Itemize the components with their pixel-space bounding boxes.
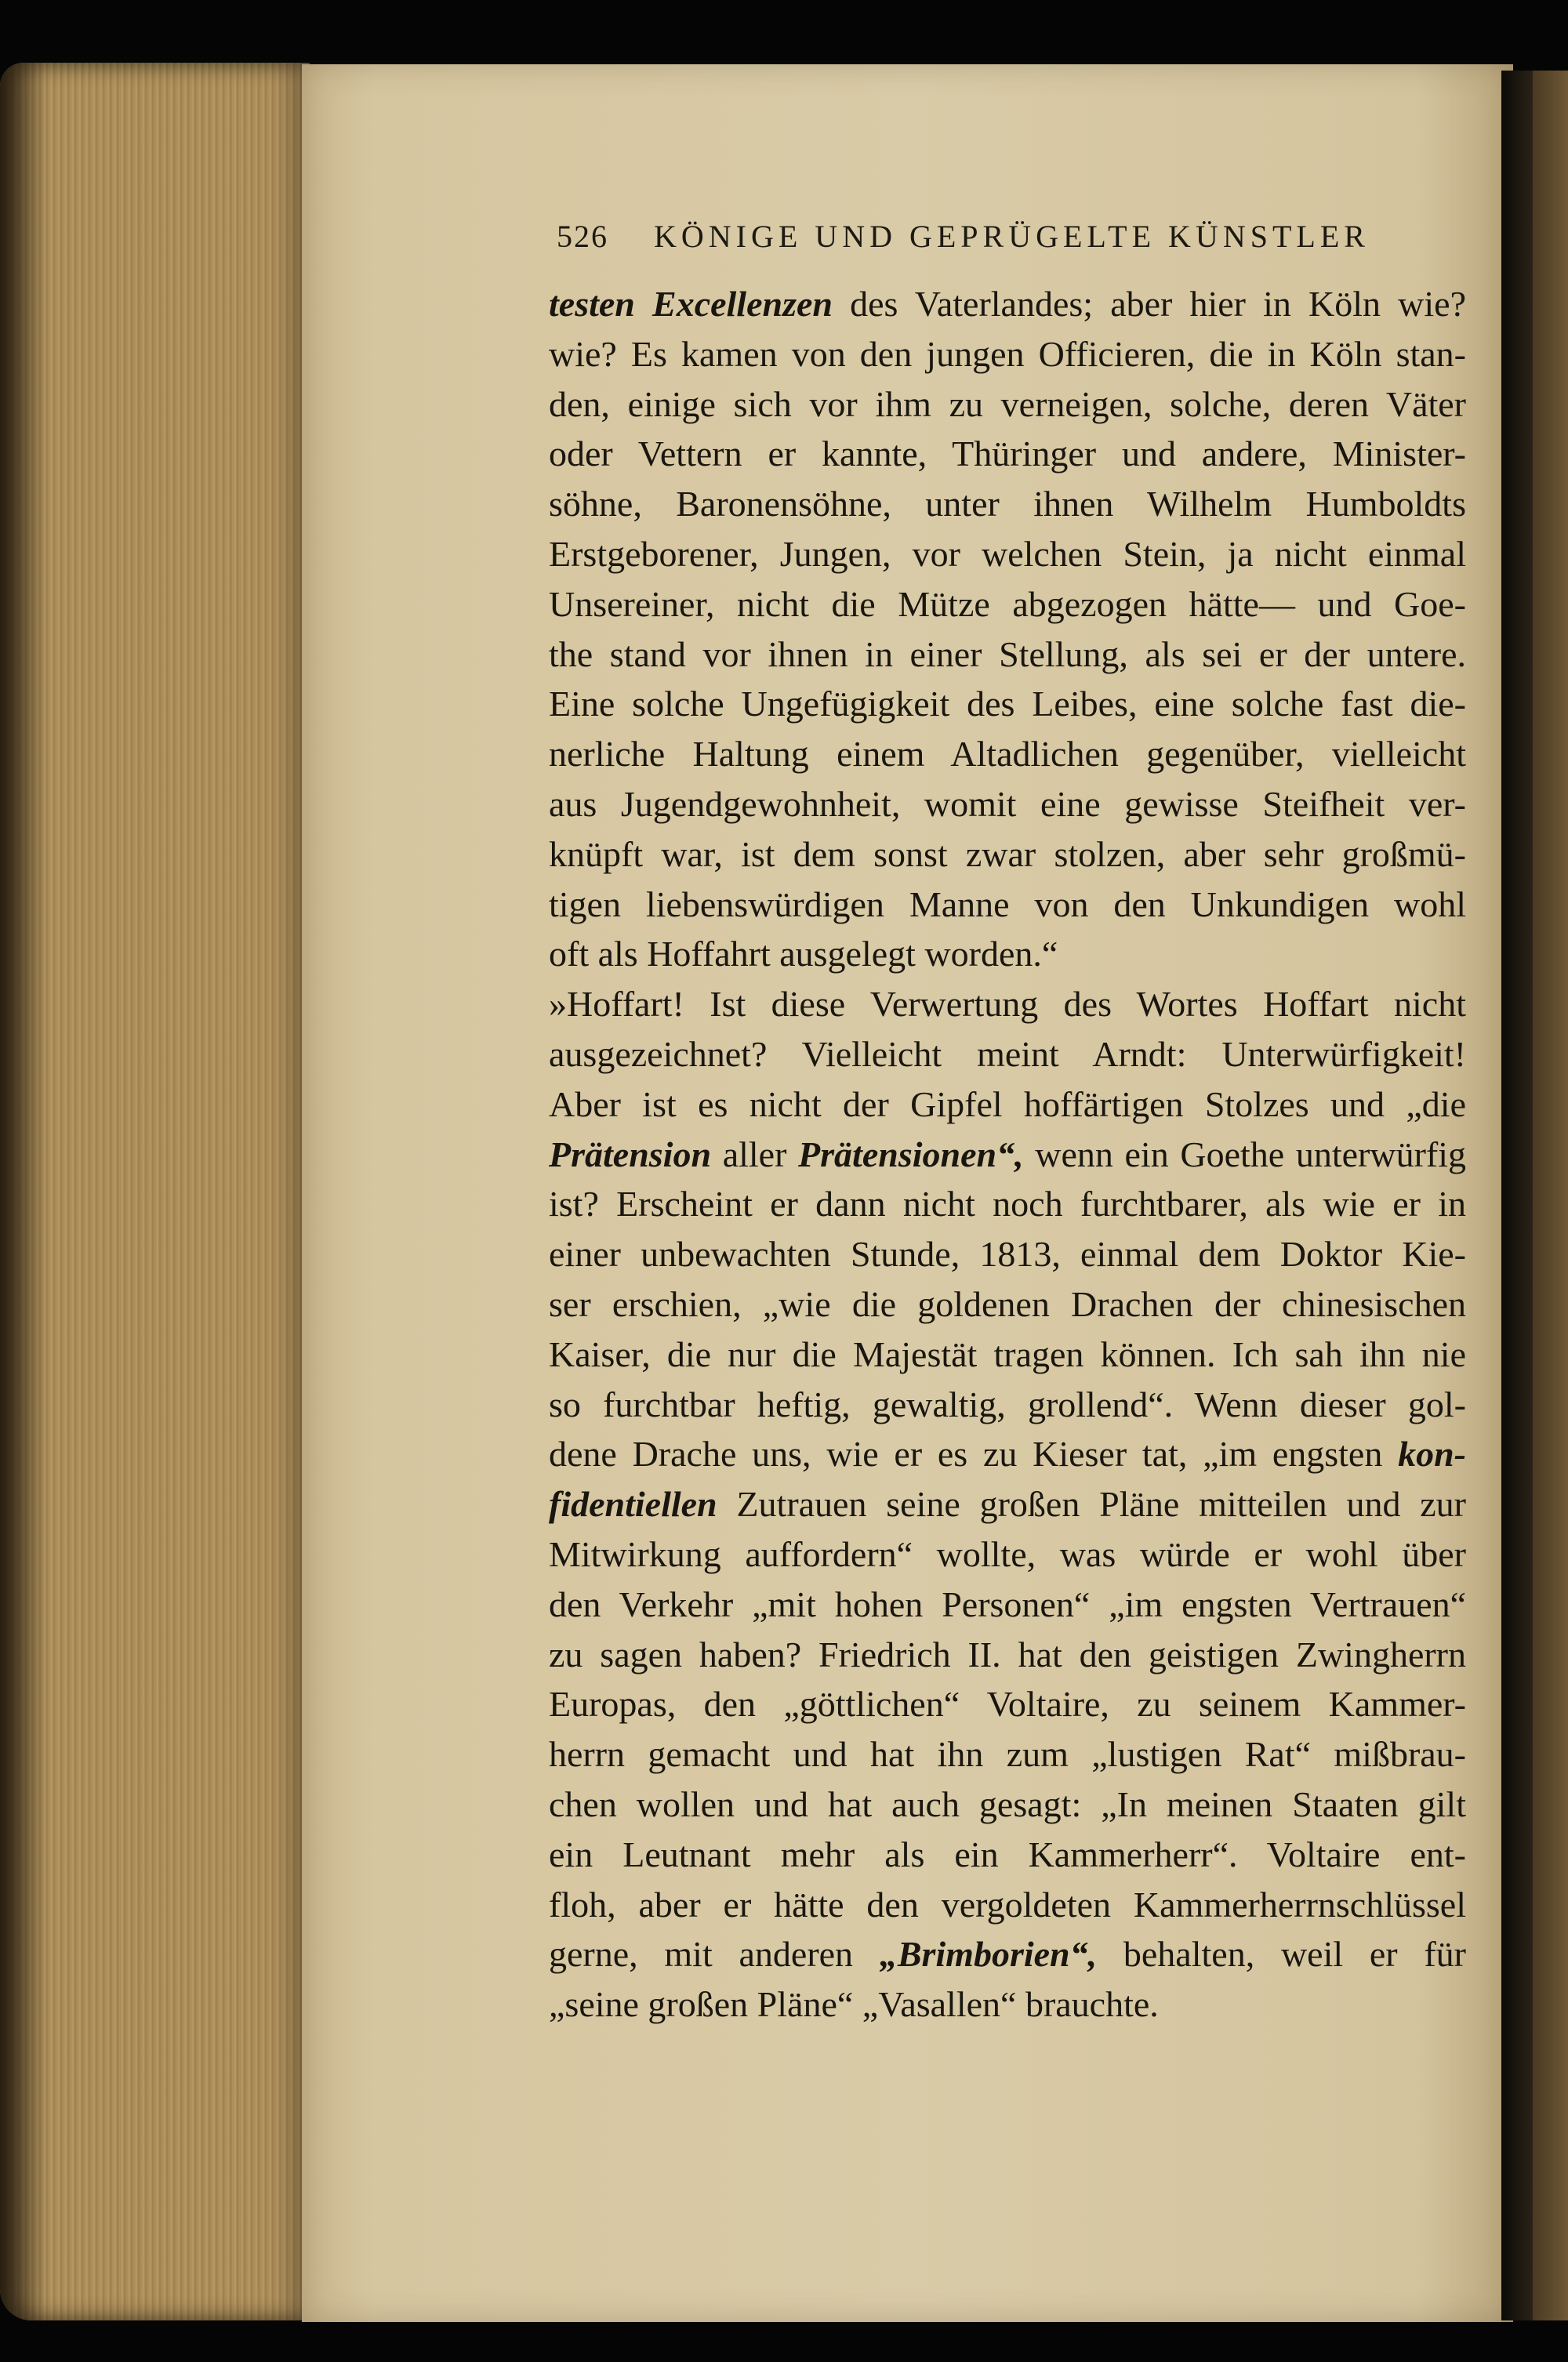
text-line xyxy=(549,1279,1466,1330)
text-line xyxy=(549,1529,1466,1580)
text-span: wenn ein Goethe unterwürfig xyxy=(1023,1134,1466,1174)
text-line xyxy=(549,1429,1466,1479)
text-line xyxy=(549,479,1466,529)
text-line xyxy=(549,379,1466,430)
text-line xyxy=(549,630,1466,680)
text-span: tigen liebenswürdigen Manne von den Unkundigen wohl xyxy=(549,883,1466,924)
text-span: herrn gemacht und hat ihn zum „lustigen Rat“ mißbrau- xyxy=(549,1734,1466,1775)
text-span: ser erschien, „wie die goldenen Drachen der chinesischen xyxy=(549,1283,1466,1324)
text-line xyxy=(549,529,1466,579)
text-span: fidentiellen xyxy=(549,1484,717,1525)
text-line xyxy=(549,279,1466,329)
text-span: „Brimborien“, xyxy=(879,1934,1098,1975)
text-line xyxy=(549,1330,1466,1380)
text-line xyxy=(549,929,1466,979)
text-line xyxy=(549,429,1466,479)
text-span: wie? Es kamen von den jungen Officieren, die in Köln stan- xyxy=(549,333,1466,374)
body-text xyxy=(549,279,1466,2030)
text-span: Aber ist es nicht der Gipfel hoffärtigen Stolzes und „die xyxy=(549,1083,1466,1124)
text-span: behalten, weil er für xyxy=(1097,1934,1467,1975)
text-line xyxy=(549,1179,1466,1229)
book-edge-shadow xyxy=(0,63,47,2320)
text-line xyxy=(549,1479,1466,1529)
text-line xyxy=(549,579,1466,630)
text-span: Zutrauen seine großen Pläne mitteilen und zur xyxy=(717,1484,1466,1525)
text-line xyxy=(549,729,1466,779)
text-span: Eine solche Ungefügigkeit des Leibes, eine solche fast die- xyxy=(549,684,1466,724)
text-line xyxy=(549,1830,1466,1880)
text-span: oft als Hoffahrt ausgelegt worden.“ xyxy=(549,934,1058,974)
text-span: Unsereiner, nicht die Mütze abgezogen hätte— und Goe- xyxy=(549,583,1466,624)
text-span: einer unbewachten Stunde, 1813, einmal dem Doktor Kie- xyxy=(549,1234,1466,1275)
text-line xyxy=(549,1079,1466,1130)
text-line xyxy=(549,829,1466,880)
text-line xyxy=(549,1380,1466,1430)
text-span: söhne, Baronensöhne, unter ihnen Wilhelm Humboldts xyxy=(549,484,1466,524)
text-span: kon- xyxy=(1398,1434,1466,1475)
text-span: Erstgeborener, Jungen, vor welchen Stein, ja nicht einmal xyxy=(549,533,1466,574)
text-line xyxy=(549,1780,1466,1830)
text-span: »Hoffart! Ist diese Verwertung des Wortes Hoffart nicht xyxy=(549,984,1466,1025)
text-line xyxy=(549,979,1466,1029)
text-line xyxy=(549,779,1466,829)
text-span: the stand vor ihnen in einer Stellung, als sei er der untere. xyxy=(549,633,1466,674)
text-span: aus Jugendgewohnheit, womit eine gewisse Steifheit ver- xyxy=(549,783,1466,824)
text-span: gerne, mit anderen xyxy=(549,1934,880,1975)
text-span: floh, aber er hätte den vergoldeten Kammerherrnschlüssel xyxy=(549,1884,1466,1925)
text-line xyxy=(549,1679,1466,1729)
text-span: Prätension xyxy=(549,1134,712,1174)
text-line xyxy=(549,1580,1466,1630)
text-line xyxy=(549,329,1466,379)
text-line xyxy=(549,1979,1466,2030)
page-gutter-shadow xyxy=(1501,71,1533,2320)
text-span: oder Vettern er kannte, Thüringer und andere, Minister- xyxy=(549,434,1466,474)
text-span: „seine großen Pläne“ „Vasallen“ brauchte. xyxy=(549,1984,1159,2025)
text-line xyxy=(549,1729,1466,1780)
text-line xyxy=(549,1630,1466,1680)
text-span: Mitwirkung auffordern“ wollte, was würde er wohl über xyxy=(549,1533,1466,1574)
text-span: des Vaterlandes; aber hier in Köln wie? xyxy=(832,284,1466,324)
text-span: ein Leutnant mehr als ein Kammerherr“. Voltaire ent- xyxy=(549,1834,1466,1874)
text-span: dene Drache uns, wie er es zu Kieser tat, „im engsten xyxy=(549,1434,1399,1475)
text-line xyxy=(549,1880,1466,1930)
text-span: den Verkehr „mit hohen Personen“ „im engsten Vertrauen“ xyxy=(549,1584,1466,1624)
text-span: ausgezeichnet? Vielleicht meint Arndt: Unterwürfigkeit! xyxy=(549,1033,1466,1074)
text-span: Europas, den „göttlichen“ Voltaire, zu seinem Kammer- xyxy=(549,1684,1466,1725)
text-line xyxy=(549,880,1466,930)
text-line xyxy=(549,1029,1466,1079)
running-head xyxy=(557,218,1466,255)
text-span: den, einige sich vor ihm zu verneigen, solche, deren Väter xyxy=(549,383,1466,424)
text-span: testen Excellenzen xyxy=(549,284,833,324)
text-span: so furchtbar heftig, gewaltig, grollend“. Wenn dieser gol- xyxy=(549,1384,1466,1424)
text-span: nerliche Haltung einem Altadlichen gegenüber, vielleicht xyxy=(549,734,1466,775)
text-line xyxy=(549,679,1466,729)
adjacent-page-edge xyxy=(1533,71,1568,2320)
text-line xyxy=(549,1929,1466,1979)
chapter-title: KÖNIGE UND GEPRÜGELTE KÜNSTLER xyxy=(654,219,1370,254)
text-span: ist? Erscheint er dann nicht noch furchtbarer, als wie er in xyxy=(549,1184,1466,1225)
text-span: zu sagen haben? Friedrich II. hat den geistigen Zwingherrn xyxy=(549,1634,1466,1674)
text-span: chen wollen und hat auch gesagt: „In meinen Staaten gilt xyxy=(549,1783,1466,1824)
text-span: aller xyxy=(711,1134,799,1174)
page-number: 526 xyxy=(557,219,608,254)
text-span: Kaiser, die nur die Majestät tragen können. Ich sah ihn nie xyxy=(549,1333,1466,1374)
text-span: knüpft war, ist dem sonst zwar stolzen, aber sehr großmü- xyxy=(549,833,1466,874)
text-line xyxy=(549,1130,1466,1180)
text-span: Prätensionen“, xyxy=(798,1134,1024,1174)
text-line xyxy=(549,1229,1466,1279)
